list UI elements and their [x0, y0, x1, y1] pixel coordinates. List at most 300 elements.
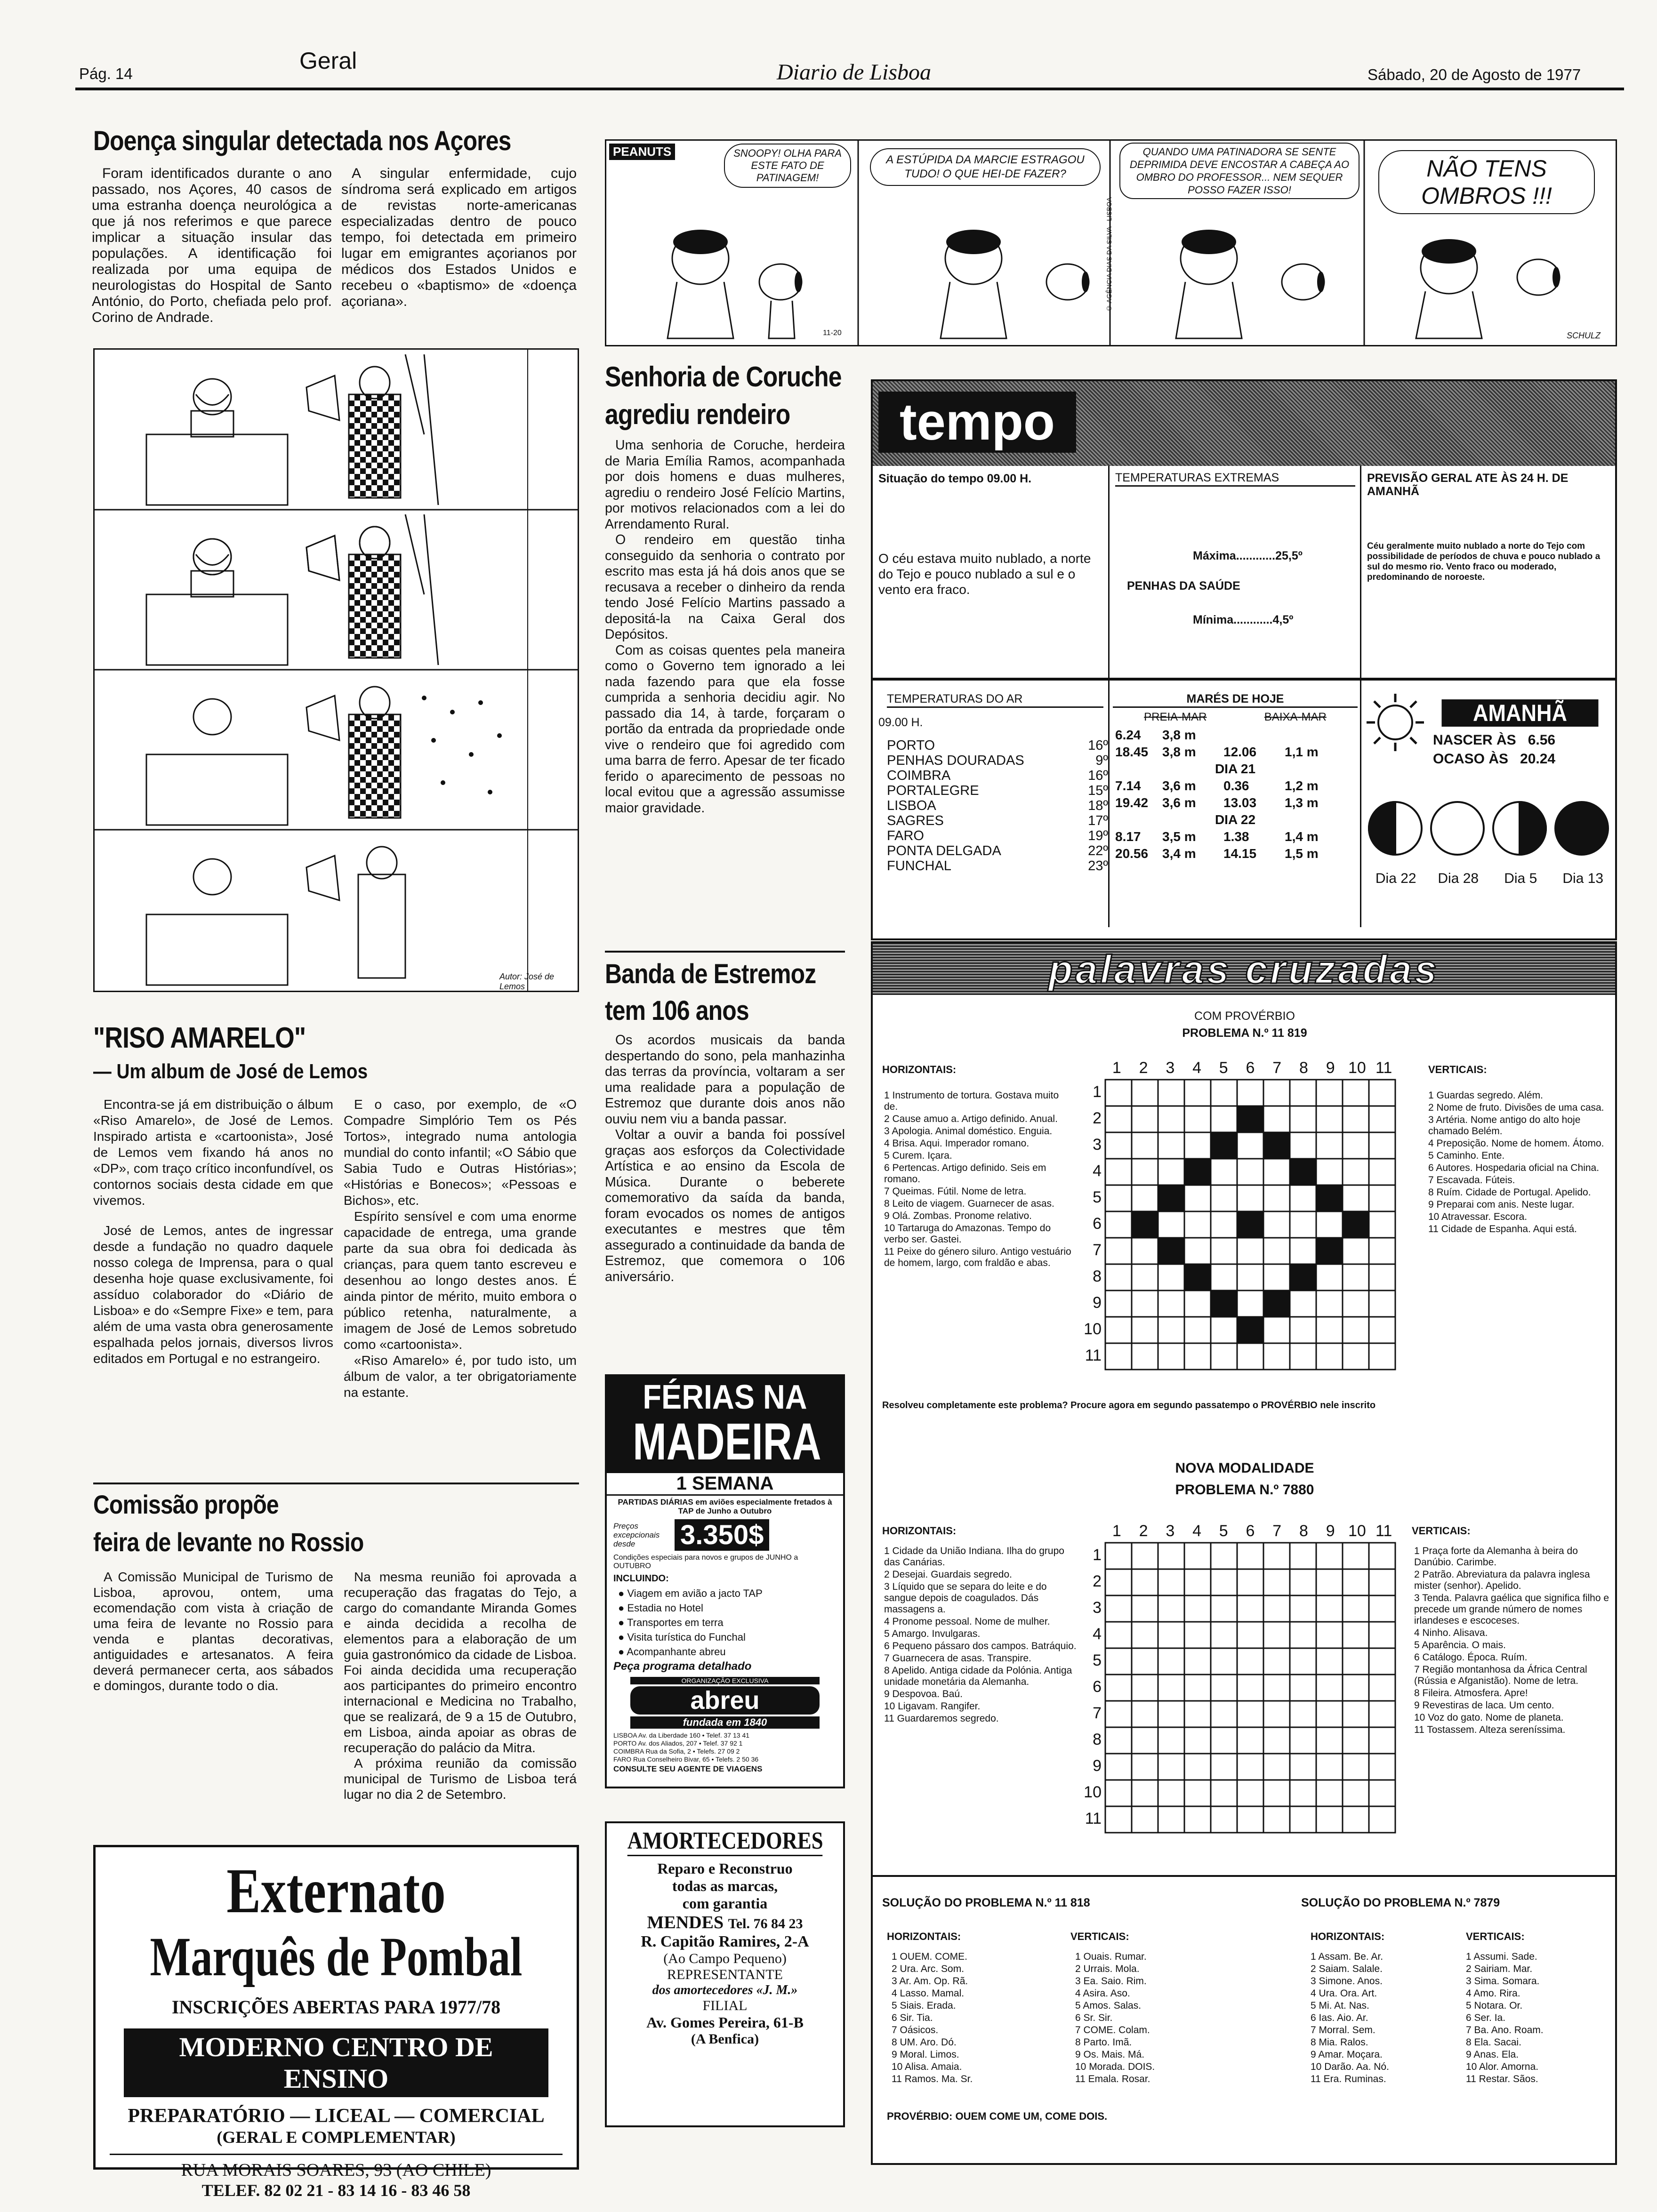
crossword-cell[interactable]	[1158, 1675, 1184, 1701]
weather-max-value: 25,5º	[1275, 549, 1303, 562]
crossword-cell[interactable]	[1343, 1343, 1369, 1370]
weather-nascer-value: 6.56	[1528, 732, 1556, 748]
ad-amort-address2: (Ao Campo Pequeno)	[663, 1951, 787, 1966]
crossword-cell[interactable]	[1263, 1238, 1290, 1264]
crossword-cell[interactable]	[1158, 1754, 1184, 1780]
crossword-cell[interactable]	[1343, 1727, 1369, 1754]
crossword-cell[interactable]	[1263, 1211, 1290, 1238]
crossword-cell[interactable]	[1369, 1569, 1395, 1595]
ad-externato-address: RUA MORAIS SOARES, 93 (AO CHILE)	[181, 2160, 491, 2180]
crossword-cell[interactable]	[1211, 1132, 1237, 1159]
crossword-cell[interactable]	[1237, 1080, 1263, 1106]
crossword-cell[interactable]	[1105, 1106, 1132, 1132]
crossword-cell[interactable]	[1211, 1780, 1237, 1806]
crossword-cell[interactable]	[1316, 1106, 1343, 1132]
crossword-cell[interactable]	[1105, 1185, 1132, 1211]
crossword-cell[interactable]	[1316, 1132, 1343, 1159]
crossword-cell[interactable]	[1343, 1185, 1369, 1211]
crossword-cell[interactable]	[1263, 1806, 1290, 1833]
crossword-cell[interactable]	[1343, 1569, 1369, 1595]
weather-tide-row: 19.42 3,6 m 13.03 1,3 m	[1115, 795, 1319, 810]
crossword-cell[interactable]	[1263, 1343, 1290, 1370]
crossword-cell[interactable]	[1369, 1806, 1395, 1833]
crossword-cell[interactable]	[1105, 1701, 1132, 1727]
cw2-horizontais-label: HORIZONTAIS:	[882, 1525, 957, 1537]
crossword-cell[interactable]	[1316, 1185, 1343, 1211]
crossword-cell[interactable]	[1316, 1622, 1343, 1648]
crossword-cell[interactable]	[1184, 1317, 1211, 1343]
crossword-cell[interactable]	[1369, 1132, 1395, 1159]
crossword-cell[interactable]	[1237, 1543, 1263, 1569]
crossword-cell[interactable]	[1369, 1754, 1395, 1780]
crossword-cell[interactable]	[1263, 1727, 1290, 1754]
crossword-cell[interactable]	[1184, 1343, 1211, 1370]
weather-city-row: SAGRES 17º	[887, 813, 1108, 828]
crossword-cell[interactable]	[1158, 1727, 1184, 1754]
crossword-cell[interactable]	[1105, 1569, 1132, 1595]
crossword-cell[interactable]	[1343, 1806, 1369, 1833]
ad-amort-phone: Tel. 76 84 23	[728, 1916, 803, 1931]
crossword-cell[interactable]	[1237, 1159, 1263, 1185]
crossword-cell[interactable]	[1290, 1317, 1316, 1343]
crossword-cell[interactable]	[1263, 1569, 1290, 1595]
crossword-cell[interactable]	[1290, 1238, 1316, 1264]
crossword-cell[interactable]	[1105, 1675, 1132, 1701]
solution-1-title: SOLUÇÃO DO PROBLEMA N.º 11 818	[882, 1896, 1090, 1909]
crossword-cell[interactable]	[1343, 1622, 1369, 1648]
ad-amortecedores	[605, 1821, 845, 2127]
crossword-cell[interactable]	[1290, 1159, 1316, 1185]
crossword-cell[interactable]	[1343, 1317, 1369, 1343]
crossword-cell[interactable]	[1184, 1080, 1211, 1106]
crossword-cell[interactable]	[1290, 1780, 1316, 1806]
crossword-cell[interactable]	[1369, 1211, 1395, 1238]
weather-preiamar: PREIA-MAR	[1144, 711, 1207, 723]
ad-ferias-price-label: Preços excepcionais desde	[613, 1522, 660, 1548]
sol1-horizontal: 1 OUEM. COME. 2 Ura. Arc. Som. 3 Ar. Am. Op. Rã. 4 Lasso. Mamal. 5 Siais. Erada. 6 Sir. Tia. 7 Oásicos. 8 UM. Aro. Dó. 9 Moral. Limos. 10 Alisa. Amaia. 11 Ramos. Ma. Sr.	[892, 1951, 973, 2084]
crossword-cell[interactable]	[1237, 1264, 1263, 1290]
crossword-cell[interactable]	[1158, 1780, 1184, 1806]
crossword-cell[interactable]	[1105, 1290, 1132, 1317]
crossword-cell[interactable]	[1343, 1648, 1369, 1675]
peanuts-balloon-2: A ESTÚPIDA DA MARCIE ESTRAGOU TUDO! O QUE HEI-DE FAZER?	[870, 148, 1101, 186]
crossword-cell[interactable]	[1369, 1595, 1395, 1622]
crossword-cell[interactable]	[1158, 1701, 1184, 1727]
crossword-cell[interactable]	[1211, 1159, 1237, 1185]
crossword-cell[interactable]	[1105, 1754, 1132, 1780]
ad-ferias-item: ● Viagem em avião a jacto TAP	[618, 1587, 763, 1599]
crossword-cell[interactable]	[1316, 1806, 1343, 1833]
weather-tide-day: DIA 21	[1215, 761, 1256, 776]
crossword-cell[interactable]	[1158, 1185, 1184, 1211]
crossword-cell[interactable]	[1184, 1569, 1211, 1595]
crossword-cell[interactable]	[1343, 1754, 1369, 1780]
weather-city-row: COIMBRA 16º	[887, 768, 1108, 783]
crossword-cell[interactable]	[1290, 1211, 1316, 1238]
crossword-cell[interactable]	[1369, 1159, 1395, 1185]
ad-externato-cursos: PREPARATÓRIO — LICEAL — COMERCIAL	[128, 2105, 545, 2127]
crossword-cell[interactable]	[1316, 1675, 1343, 1701]
crossword-cell[interactable]	[1105, 1159, 1132, 1185]
solution-proverbio: PROVÉRBIO: OUEM COME UM, COME DOIS.	[887, 2110, 1108, 2122]
crossword-cell[interactable]	[1211, 1264, 1237, 1290]
crossword-cell[interactable]	[1263, 1132, 1290, 1159]
crossword-cell[interactable]	[1343, 1701, 1369, 1727]
crossword-cell[interactable]	[1105, 1595, 1132, 1622]
crossword-cell[interactable]	[1263, 1543, 1290, 1569]
ad-ferias-item: ● Acompanhante abreu	[618, 1646, 726, 1658]
crossword-cell[interactable]	[1237, 1754, 1263, 1780]
crossword-cell[interactable]	[1263, 1595, 1290, 1622]
crossword-cell[interactable]	[1369, 1317, 1395, 1343]
crossword-cell[interactable]	[1343, 1675, 1369, 1701]
crossword-cell[interactable]	[1263, 1317, 1290, 1343]
crossword-cell[interactable]	[1158, 1595, 1184, 1622]
crossword-cell[interactable]	[1369, 1106, 1395, 1132]
divider-riso	[93, 1483, 579, 1484]
crossword-cell[interactable]	[1105, 1806, 1132, 1833]
crossword-cell[interactable]	[1290, 1648, 1316, 1675]
crossword-cell[interactable]	[1211, 1569, 1237, 1595]
crossword-cell[interactable]	[1158, 1159, 1184, 1185]
crossword-cell[interactable]	[1158, 1317, 1184, 1343]
crossword-cell[interactable]	[1184, 1701, 1211, 1727]
ad-ferias-org: ORGANIZAÇÃO EXCLUSIVA	[630, 1677, 820, 1684]
crossword-cell[interactable]	[1343, 1780, 1369, 1806]
moon-phase-icon	[1555, 802, 1608, 855]
cw1-grid[interactable]	[1104, 1079, 1396, 1370]
crossword-cell[interactable]	[1263, 1080, 1290, 1106]
crossword-cell[interactable]	[1211, 1185, 1237, 1211]
crossword-cell[interactable]	[1105, 1132, 1132, 1159]
crossword-cell[interactable]	[1132, 1806, 1158, 1833]
ad-amort-title: AMORTECEDORES	[627, 1827, 823, 1856]
crossword-cell[interactable]	[1237, 1727, 1263, 1754]
crossword-cell[interactable]	[1211, 1317, 1237, 1343]
crossword-cell[interactable]	[1237, 1211, 1263, 1238]
crossword-cell[interactable]	[1237, 1780, 1263, 1806]
crossword-cell[interactable]	[1290, 1185, 1316, 1211]
crossword-cell[interactable]	[1105, 1080, 1132, 1106]
ad-externato	[93, 1845, 579, 2200]
crossword-cell[interactable]	[1132, 1211, 1158, 1238]
crossword-cell[interactable]	[1184, 1290, 1211, 1317]
crossword-cell[interactable]	[1132, 1106, 1158, 1132]
crossword-cell[interactable]	[1184, 1754, 1211, 1780]
crossword-cell[interactable]	[1316, 1211, 1343, 1238]
crossword-cell[interactable]	[1184, 1648, 1211, 1675]
crossword-cell[interactable]	[1316, 1648, 1343, 1675]
crossword-cell[interactable]	[1184, 1675, 1211, 1701]
crossword-cell[interactable]	[1237, 1569, 1263, 1595]
crossword-cell[interactable]	[1132, 1569, 1158, 1595]
crossword-cell[interactable]	[1290, 1754, 1316, 1780]
crossword-cell[interactable]	[1316, 1238, 1343, 1264]
crossword-box	[871, 941, 1617, 2165]
crossword-cell[interactable]	[1237, 1290, 1263, 1317]
crossword-cell[interactable]	[1184, 1622, 1211, 1648]
crossword-cell[interactable]	[1237, 1238, 1263, 1264]
crossword-cell[interactable]	[1132, 1290, 1158, 1317]
crossword-cell[interactable]	[1211, 1648, 1237, 1675]
crossword-cell[interactable]	[1237, 1648, 1263, 1675]
crossword-cell[interactable]	[1290, 1290, 1316, 1317]
crossword-cell[interactable]	[1316, 1159, 1343, 1185]
crossword-cell[interactable]	[1158, 1543, 1184, 1569]
crossword-cell[interactable]	[1290, 1727, 1316, 1754]
crossword-cell[interactable]	[1369, 1727, 1395, 1754]
crossword-cell[interactable]	[1369, 1701, 1395, 1727]
crossword-cell[interactable]	[1132, 1238, 1158, 1264]
crossword-cell[interactable]	[1263, 1622, 1290, 1648]
crossword-cell[interactable]	[1316, 1543, 1343, 1569]
crossword-cell[interactable]	[1211, 1238, 1237, 1264]
crossword-cell[interactable]	[1343, 1264, 1369, 1290]
crossword-cell[interactable]	[1237, 1806, 1263, 1833]
crossword-cell[interactable]	[1369, 1080, 1395, 1106]
crossword-cell[interactable]	[1369, 1290, 1395, 1317]
article-coruche: Uma senhoria de Coruche, herdeira de Maria Emília Ramos, acompanhada por dois homens e duas mulheres, agrediu o rendeiro José Felício Martins, por motivos relacionados com a lei do Arrendamento Rural. O rendeiro em questão tinha conseguido da senhoria o contrato por escrito mas esta já há dois anos que se recusava a receber o dinheiro da renda tendo José Felício Martins passado a depositá-la na Caixa Geral dos Depósitos. Com as coisas quentes pela maneira como o Governo tem ignorado a lei nada fazendo para que ela fosse cumprida a senhoria decidiu agir. No passado dia 14, à tarde, forçaram o portão da entrada da propriedade onde vive o rendeiro que foi agredido com uma barra de ferro. Apesar de ter ficado ferido o aparecimento de pessoas no local evitou que a agressão assumisse maior gravidade.	[605, 438, 845, 816]
crossword-cell[interactable]	[1316, 1780, 1343, 1806]
crossword-cell[interactable]	[1184, 1595, 1211, 1622]
crossword-cell[interactable]	[1184, 1238, 1211, 1264]
crossword-cell[interactable]	[1184, 1211, 1211, 1238]
crossword-cell[interactable]	[1132, 1185, 1158, 1211]
crossword-cell[interactable]	[1369, 1675, 1395, 1701]
crossword-cell[interactable]	[1184, 1132, 1211, 1159]
weather-amanha: AMANHÃ	[1442, 699, 1599, 727]
peanuts-date: 11-20	[823, 329, 842, 337]
crossword-cell[interactable]	[1158, 1343, 1184, 1370]
crossword-cell[interactable]	[1237, 1675, 1263, 1701]
article-doenca-col1: Foram identificados durante o ano passado, nos Açores, 40 casos de uma estranha doença neurológica a que já nos referimos e que parece implicar a situação insular das populações. A identificação foi realizada por uma equipa de neurologistas do Hospital de Santo António, do Porto, chefiada pelo prof. Corino de Andrade.	[92, 166, 332, 325]
cw1-horizontal-clues: 1 Instrumento de tortura. Gostava muito de. 2 Cause amuo a. Artigo definido. Anual. 3 Apologia. Animal doméstico. Enguia. 4 Brisa. Aqui. Imperador romano. 5 Curem. Içara. 6 Pertencas. Artigo definido. Seis em romano. 7 Queimas. Fútil. Nome de letra. 8 Leito de viagem. Guarnecer de asas. 9 Olá. Zombas. Pronome relativo. 10 Tartaruga do Amazonas. Tempo do verbo ser. Gastei. 11 Peixe do género siluro. Antigo vestuário de homem, largo, com fraldão e abas.	[884, 1090, 1071, 1268]
crossword-cell[interactable]	[1132, 1343, 1158, 1370]
crossword-cell[interactable]	[1237, 1595, 1263, 1622]
crossword-cell[interactable]	[1211, 1543, 1237, 1569]
crossword-cell[interactable]	[1290, 1264, 1316, 1290]
crossword-cell[interactable]	[1184, 1159, 1211, 1185]
crossword-cell[interactable]	[1290, 1675, 1316, 1701]
crossword-cell[interactable]	[1316, 1701, 1343, 1727]
crossword-cell[interactable]	[1158, 1080, 1184, 1106]
crossword-cell[interactable]	[1343, 1211, 1369, 1238]
crossword-cell[interactable]	[1132, 1780, 1158, 1806]
header-rule	[75, 88, 1624, 90]
crossword-cell[interactable]	[1263, 1701, 1290, 1727]
crossword-cell[interactable]	[1132, 1622, 1158, 1648]
crossword-cell[interactable]	[1211, 1343, 1237, 1370]
ad-externato-phone: TELEF. 82 02 21 - 83 14 16 - 83 46 58	[201, 2181, 471, 2200]
crossword-cell[interactable]	[1211, 1211, 1237, 1238]
crossword-cell[interactable]	[1369, 1264, 1395, 1290]
crossword-cell[interactable]	[1132, 1132, 1158, 1159]
crossword-cell[interactable]	[1105, 1211, 1132, 1238]
crossword-cell[interactable]	[1263, 1675, 1290, 1701]
crossword-cell[interactable]	[1132, 1264, 1158, 1290]
crossword-cell[interactable]	[1316, 1080, 1343, 1106]
crossword-cell[interactable]	[1132, 1159, 1158, 1185]
crossword-cell[interactable]	[1316, 1727, 1343, 1754]
weather-city-row: PORTO 16º	[887, 738, 1108, 753]
crossword-cell[interactable]	[1369, 1780, 1395, 1806]
crossword-cell[interactable]	[1105, 1780, 1132, 1806]
crossword-cell[interactable]	[1316, 1569, 1343, 1595]
cw2-grid[interactable]	[1104, 1542, 1396, 1834]
crossword-cell[interactable]	[1290, 1595, 1316, 1622]
ad-amort-brand: dos amortecedores «J. M.»	[652, 1983, 798, 1997]
crossword-cell[interactable]	[1158, 1132, 1184, 1159]
weather-tides-table	[1115, 727, 1355, 862]
crossword-cell[interactable]	[1132, 1648, 1158, 1675]
crossword-cell[interactable]	[1316, 1317, 1343, 1343]
crossword-cell[interactable]	[1184, 1543, 1211, 1569]
crossword-cell[interactable]	[1343, 1543, 1369, 1569]
crossword-cell[interactable]	[1211, 1106, 1237, 1132]
crossword-cell[interactable]	[1132, 1595, 1158, 1622]
crossword-cell[interactable]	[1158, 1211, 1184, 1238]
crossword-cell[interactable]	[1105, 1317, 1132, 1343]
crossword-cell[interactable]	[1316, 1754, 1343, 1780]
crossword-cell[interactable]	[1237, 1185, 1263, 1211]
crossword-cell[interactable]	[1158, 1290, 1184, 1317]
crossword-problem-2: PROBLEMA N.º 7880	[1175, 1482, 1314, 1498]
crossword-cell[interactable]	[1211, 1290, 1237, 1317]
sol2-v-label: VERTICAIS:	[1466, 1931, 1525, 1942]
crossword-cell[interactable]	[1237, 1343, 1263, 1370]
weather-mares-heading: MARÉS DE HOJE	[1113, 692, 1358, 708]
crossword-cell[interactable]	[1211, 1754, 1237, 1780]
crossword-cell[interactable]	[1158, 1622, 1184, 1648]
crossword-cell[interactable]	[1158, 1648, 1184, 1675]
crossword-cell[interactable]	[1105, 1543, 1132, 1569]
crossword-cell[interactable]	[1343, 1159, 1369, 1185]
crossword-cell[interactable]	[1132, 1080, 1158, 1106]
ad-amort-name: MENDES	[647, 1913, 724, 1932]
crossword-cell[interactable]	[1105, 1264, 1132, 1290]
riso-subtitle: — Um album de José de Lemos	[93, 1060, 368, 1083]
crossword-cell[interactable]	[1132, 1701, 1158, 1727]
crossword-cell[interactable]	[1105, 1238, 1132, 1264]
crossword-cell[interactable]	[1184, 1106, 1211, 1132]
crossword-cell[interactable]	[1263, 1159, 1290, 1185]
crossword-cell[interactable]	[1158, 1264, 1184, 1290]
crossword-cell[interactable]	[1211, 1622, 1237, 1648]
ad-amort-l2: Reparo e Reconstruo	[657, 1860, 793, 1877]
article-doenca-col2: A singular enfermidade, cujo síndroma será explicado em artigos de revistas norte-americanas especializadas dentro de pouco tempo, foi detectada em primeiro lugar em emigrantes açorianos por médicos dos Estados Unidos e recebeu o «baptismo» de «doença açoriana».	[341, 166, 577, 309]
crossword-cell[interactable]	[1184, 1780, 1211, 1806]
crossword-cell[interactable]	[1290, 1701, 1316, 1727]
crossword-cell[interactable]	[1316, 1264, 1343, 1290]
crossword-cell[interactable]	[1158, 1569, 1184, 1595]
crossword-cell[interactable]	[1211, 1675, 1237, 1701]
ad-ferias-incluindo: INCLUINDO:	[613, 1573, 669, 1584]
crossword-cell[interactable]	[1132, 1675, 1158, 1701]
crossword-cell[interactable]	[1237, 1106, 1263, 1132]
crossword-cell[interactable]	[1263, 1185, 1290, 1211]
crossword-cell[interactable]	[1290, 1132, 1316, 1159]
crossword-cell[interactable]	[1316, 1290, 1343, 1317]
crossword-cell[interactable]	[1132, 1727, 1158, 1754]
crossword-cell[interactable]	[1105, 1622, 1132, 1648]
crossword-cell[interactable]	[1369, 1238, 1395, 1264]
cw1-horizontais-label: HORIZONTAIS:	[882, 1064, 957, 1075]
crossword-cell[interactable]	[1263, 1780, 1290, 1806]
crossword-cell[interactable]	[1105, 1648, 1132, 1675]
crossword-cell[interactable]	[1263, 1106, 1290, 1132]
crossword-cell[interactable]	[1184, 1264, 1211, 1290]
crossword-cell[interactable]	[1263, 1264, 1290, 1290]
crossword-cell[interactable]	[1211, 1701, 1237, 1727]
crossword-cell[interactable]	[1158, 1106, 1184, 1132]
crossword-cell[interactable]	[1316, 1595, 1343, 1622]
crossword-cell[interactable]	[1211, 1727, 1237, 1754]
crossword-cell[interactable]	[1290, 1080, 1316, 1106]
crossword-cell[interactable]	[1369, 1185, 1395, 1211]
crossword-cell[interactable]	[1369, 1543, 1395, 1569]
crossword-cell[interactable]	[1343, 1132, 1369, 1159]
crossword-cell[interactable]	[1158, 1238, 1184, 1264]
crossword-cell[interactable]	[1290, 1106, 1316, 1132]
article-riso-col1: Encontra-se já em distribuição o álbum «Riso Amarelo», de José de Lemos. Inspirado artista e «cartoonista», José de Lemos vem fixando há anos no «DP», com traço crítico inconfundível, os contornos sociais desta cidade em que vivemos. José de Lemos, antes de ingressar desde a fundação no quadro daquele nosso colega de Imprensa, para o qual desenha hoje quase exclusivamente, foi assíduo colaborador do «Diário de Lisboa» e do «Sempre Fixe» e tem, para além de uma vasta obra generosamente espalhada pelos jornais, diversos livros editados em Portugal e no estrangeiro.	[93, 1097, 333, 1366]
crossword-cell[interactable]	[1237, 1622, 1263, 1648]
sol1-h-label: HORIZONTAIS:	[887, 1931, 961, 1942]
crossword-cell[interactable]	[1263, 1754, 1290, 1780]
weather-tide-day: DIA 22	[1215, 812, 1256, 827]
crossword-cell[interactable]	[1290, 1543, 1316, 1569]
crossword-cell[interactable]	[1343, 1238, 1369, 1264]
crossword-cell[interactable]	[1132, 1754, 1158, 1780]
crossword-cell[interactable]	[1290, 1806, 1316, 1833]
crossword-cell[interactable]	[1105, 1727, 1132, 1754]
ad-externato-inscricoes: INSCRIÇÕES ABERTAS PARA 1977/78	[171, 1996, 501, 2018]
crossword-cell[interactable]	[1290, 1343, 1316, 1370]
crossword-cell[interactable]	[1369, 1343, 1395, 1370]
peanuts-balloon-1: SNOOPY! OLHA PARA ESTE FATO DE PATINAGEM!	[724, 144, 851, 188]
crossword-cell[interactable]	[1237, 1701, 1263, 1727]
crossword-cell[interactable]	[1290, 1622, 1316, 1648]
crossword-cell[interactable]	[1343, 1290, 1369, 1317]
crossword-cell[interactable]	[1211, 1806, 1237, 1833]
crossword-cell[interactable]	[1290, 1569, 1316, 1595]
crossword-cell[interactable]	[1237, 1317, 1263, 1343]
crossword-cell[interactable]	[1132, 1543, 1158, 1569]
crossword-cell[interactable]	[1184, 1727, 1211, 1754]
crossword-cell[interactable]	[1316, 1343, 1343, 1370]
crossword-cell[interactable]	[1105, 1343, 1132, 1370]
crossword-cell[interactable]	[1237, 1132, 1263, 1159]
issue-date: Sábado, 20 de Agosto de 1977	[1367, 66, 1581, 83]
crossword-cell[interactable]	[1158, 1806, 1184, 1833]
crossword-cell[interactable]	[1184, 1806, 1211, 1833]
ad-amort-filial: FILIAL	[702, 1998, 748, 2013]
crossword-cell[interactable]	[1184, 1185, 1211, 1211]
crossword-cell[interactable]	[1211, 1595, 1237, 1622]
crossword-cell[interactable]	[1343, 1106, 1369, 1132]
crossword-cell[interactable]	[1263, 1648, 1290, 1675]
crossword-cell[interactable]	[1343, 1595, 1369, 1622]
weather-previsao-text: Céu geralmente muito nublado a norte do Tejo com possibilidade de períodos de chuva e pouco nublado a sul do mesmo rio. Vento fraco ou moderado, predominando de noroeste.	[1367, 541, 1601, 582]
weather-extremas-heading: TEMPERATURAS EXTREMAS	[1115, 471, 1355, 487]
crossword-cell[interactable]	[1369, 1648, 1395, 1675]
crossword-cell[interactable]	[1343, 1080, 1369, 1106]
moon-phase-date: Dia 13	[1562, 871, 1604, 886]
crossword-cell[interactable]	[1369, 1622, 1395, 1648]
cw2-horizontal-clues: 1 Cidade da União Indiana. Ilha do grupo das Canárias. 2 Desejai. Guardais segredo. 3 Líquido que se separa do leite e do sangue depois de coagulados. Dás massagens a. 4 Pronome pessoal. Nome de mulher. 5 Amargo. Invulgaras. 6 Pequeno pássaro dos campos. Batráquio. 7 Guarnecera de asas. Transpire. 8 Apelido. Antiga cidade da Polónia. Antiga unidade monetária da Alemanha. 9 Despovoa. Baú. 10 Ligavam. Rangifer. 11 Guardaremos segredo.	[884, 1546, 1077, 1724]
crossword-cell[interactable]	[1132, 1317, 1158, 1343]
crossword-cell[interactable]	[1211, 1080, 1237, 1106]
crossword-cell[interactable]	[1263, 1290, 1290, 1317]
